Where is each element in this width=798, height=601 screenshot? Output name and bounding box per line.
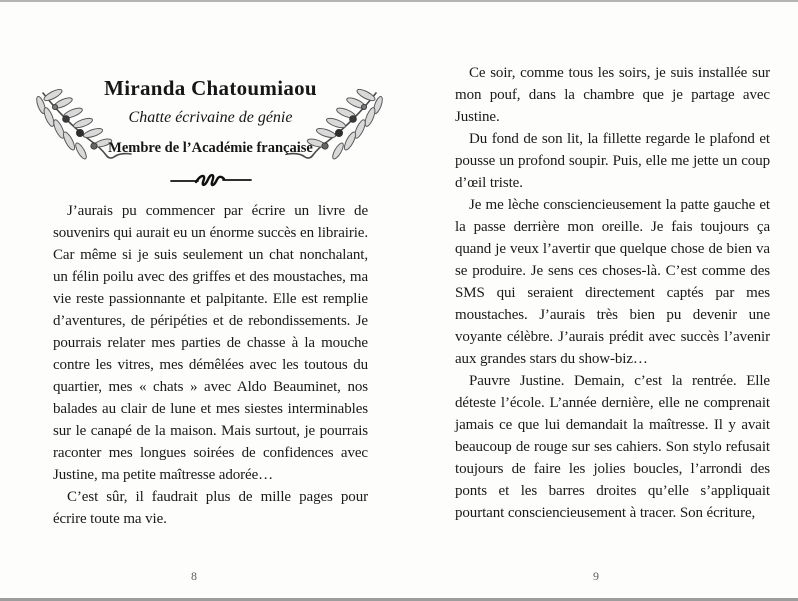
paragraph: Du fond de son lit, la fillette regarde le plafond et pousse un profond soupir. Puis, elle me jette un coup d’œil triste. [455,131,770,191]
page-number: 8 [191,569,197,583]
paragraph: Ce soir, comme tous les soirs, je suis installée sur mon pouf, dans la chambre que je partage avec Justine. [455,65,770,125]
page-number: 9 [593,569,599,583]
right-page [455,0,770,601]
author-subtitle: Chatte écrivaine de génie [128,109,293,126]
author-title: Miranda Chatoumiaou [104,76,317,100]
paragraph: Pauvre Justine. Demain, c’est la rentrée. Elle déteste l’école. L’année dernière, elle ne comprenait jamais ce que lui demandait la maîtresse. Il y avait beaucoup de rouge sur ses cahiers. Son stylo refusait toujours de faire les jolies boucles, l’arrondi des ponts et les barres droites qu’elle s’appliquait pourtant consciencieusement à tracer. Son écriture, [455,373,770,521]
right-page-text [455,62,770,524]
chapter-header [53,76,368,188]
left-page [53,0,368,601]
squiggle-divider-icon [53,172,368,188]
left-page-text [53,200,368,530]
paragraph: Je me lèche consciencieusement la patte gauche et la passe derrière mon oreille. Je fais toujours ça quand je veux l’avertir que quelque chose de bien va se produire. Je sens ces choses-là. C’est comme des SMS qui seraient directement captés par mes moustaches. J’aurais très bien pu devenir une voyante célèbre. J’aurais prédit avec succès l’avenir aux grandes stars du show-biz… [455,197,770,367]
author-affiliation: Membre de l’Académie française [108,140,313,156]
paragraph: C’est sûr, il faudrait plus de mille pages pour écrire toute ma vie. [53,489,368,527]
paragraph: J’aurais pu commencer par écrire un livre de souvenirs qui aurait eu un énorme succès en librairie. Car même si je suis seulement un chat nonchalant, un félin poilu avec des griffes et des moustaches, ma vie reste passionnante et palpitante. Elle est remplie d’aventures, de péripéties et de rebondissements. Je pourrais relater mes parties de chasse à la mouche contre les vitres, mes démêlées avec les toutous du quartier, mes « chats » avec Aldo Beauminet, nos balades au clair de lune et mes siestes interminables sur le canapé de la maison. Mais surtout, je pourrais raconter mes longues soirées de confidences avec Justine, ma petite maîtresse adorée… [53,203,368,483]
